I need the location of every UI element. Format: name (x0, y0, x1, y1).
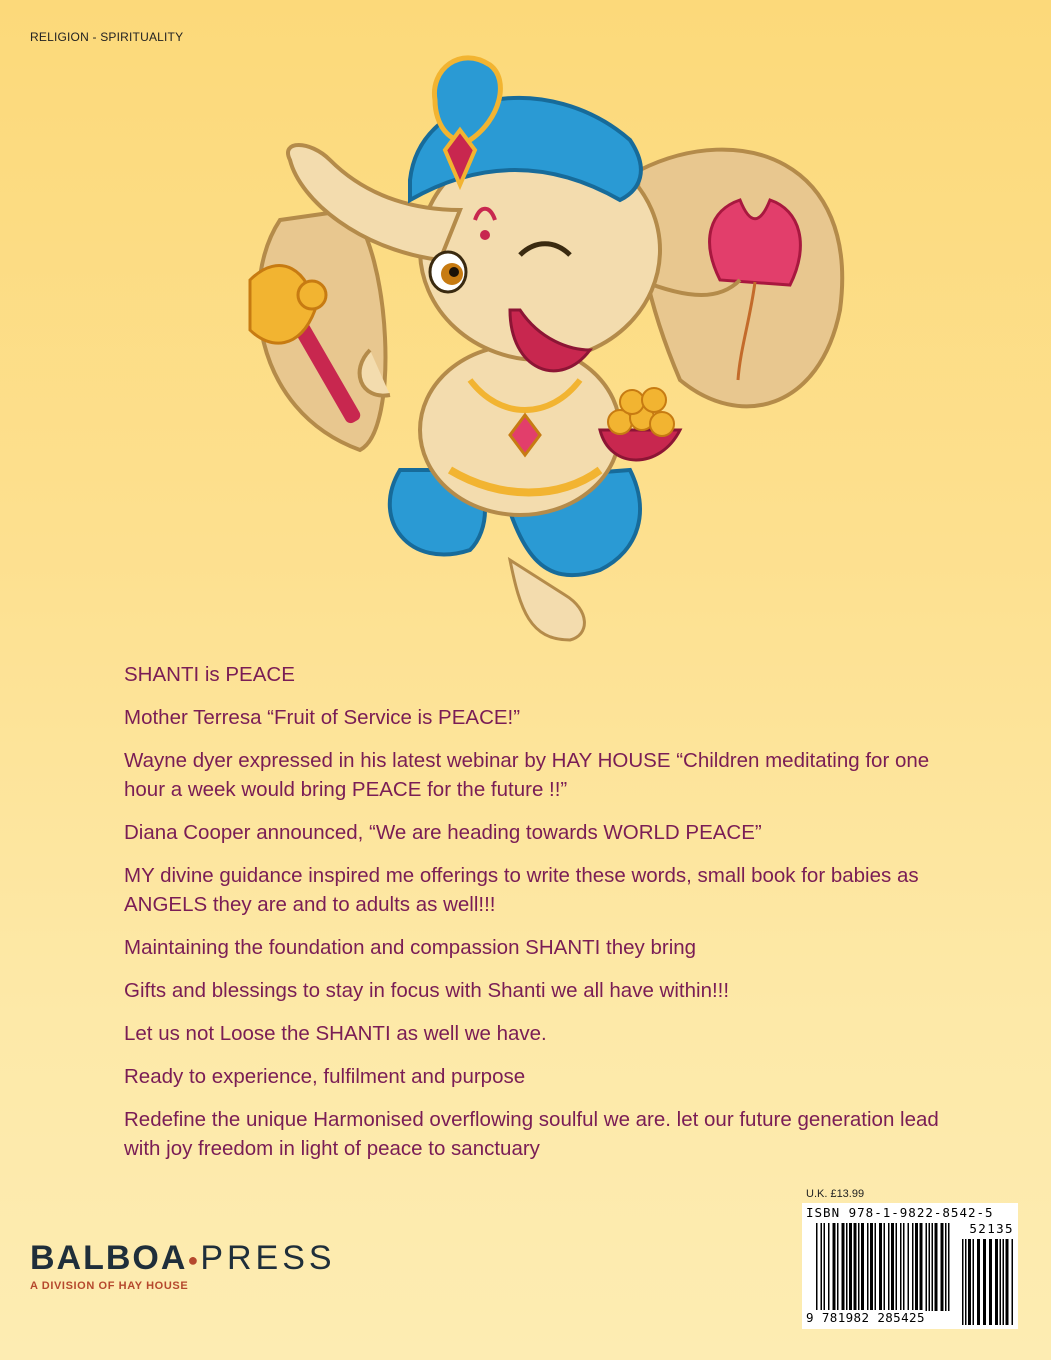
barcode-addon-bar (1012, 1239, 1014, 1325)
barcode-bar (824, 1223, 826, 1311)
barcode-bar (884, 1223, 886, 1311)
blurb-line: Wayne dyer expressed in his latest webinar by HAY HOUSE “Children meditating for one hour a week would bring PEACE for the future !!” (124, 749, 930, 801)
barcode-bar (849, 1223, 852, 1311)
back-cover-blurb (124, 660, 944, 1177)
barcode-addon-bar (1003, 1239, 1005, 1325)
ean-number: 9 781982 285425 (806, 1310, 925, 1325)
blurb-line: Ready to experience, fulfilment and purpose (124, 1065, 526, 1088)
barcode-addon-bar (968, 1239, 971, 1325)
barcode-bar (945, 1223, 947, 1311)
barcode-bar (837, 1223, 839, 1311)
barcode-bar (896, 1223, 898, 1311)
barcode-addon-bar (1000, 1239, 1002, 1325)
barcode-addon-bar (973, 1239, 975, 1325)
blurb-line: Redefine the unique Harmonised overflowing soulful we are. let our future generation lead with joy freedom in light of peace to sanctuary (124, 1108, 939, 1160)
barcode-bar (932, 1223, 934, 1311)
barcode-bar (861, 1223, 864, 1311)
barcode-bar (903, 1223, 905, 1311)
barcode-bar (929, 1223, 931, 1311)
publisher-logo (30, 1240, 336, 1292)
barcode-bar (846, 1223, 848, 1311)
barcode-bar (908, 1223, 910, 1311)
barcode-bar (920, 1223, 923, 1311)
barcode-addon-bar (965, 1239, 967, 1325)
publisher-name (30, 1240, 336, 1278)
barcode-bar (858, 1223, 860, 1311)
barcode-addon-bar (995, 1239, 998, 1325)
barcode-bar (867, 1223, 869, 1311)
barcode-addon-bar (1006, 1239, 1009, 1325)
category-label: RELIGION - SPIRITUALITY (30, 30, 184, 44)
logo-dot-icon: ● (187, 1250, 201, 1271)
barcode-addon-bar (977, 1239, 980, 1325)
blurb-line: SHANTI is PEACE (124, 663, 295, 686)
barcode-bar (816, 1223, 818, 1311)
barcode-bar (842, 1223, 845, 1311)
barcode-bar (828, 1223, 830, 1311)
barcode-addon-bar (989, 1239, 992, 1325)
barcode-bar (912, 1223, 914, 1311)
barcode-bar (879, 1223, 882, 1311)
publisher-name-light: PRESS (200, 1239, 336, 1277)
barcode-addon-number: 52135 (969, 1221, 1014, 1236)
blurb-line: Let us not Loose the SHANTI as well we have. (124, 1022, 547, 1045)
barcode-bar (821, 1223, 823, 1311)
blurb-line: MY divine guidance inspired me offerings to write these words, small book for babies as ANGELS they are and to adults as well!!! (124, 864, 919, 916)
blurb-line: Gifts and blessings to stay in focus with Shanti we all have within!!! (124, 979, 730, 1002)
barcode-addon-bar (983, 1239, 986, 1325)
blurb-line: Mother Terresa “Fruit of Service is PEACE!” (124, 706, 521, 729)
barcode-bar (870, 1223, 873, 1311)
barcode-bar (833, 1223, 836, 1311)
barcode-bar (926, 1223, 928, 1311)
barcode-bar (888, 1223, 890, 1311)
barcode-bar (875, 1223, 877, 1311)
barcode-bar (948, 1223, 950, 1311)
publisher-name-bold: BALBOA (30, 1239, 188, 1277)
blurb-line: Maintaining the foundation and compassion SHANTI they bring (124, 936, 697, 959)
isbn-number: ISBN 978-1-9822-8542-5 (806, 1205, 994, 1220)
barcode-bar (854, 1223, 857, 1311)
price-label: U.K. £13.99 (806, 1188, 865, 1200)
publisher-tagline: A DIVISION OF HAY HOUSE (30, 1280, 189, 1293)
barcode (802, 1203, 1018, 1329)
barcode-bar (891, 1223, 894, 1311)
blurb-line: Diana Cooper announced, “We are heading towards WORLD PEACE” (124, 821, 762, 844)
ganesha-illustration (220, 50, 860, 660)
barcode-bar (941, 1223, 944, 1311)
barcode-addon-bar (962, 1239, 964, 1325)
barcode-bar (900, 1223, 902, 1311)
barcode-bar (915, 1223, 918, 1311)
barcode-bar (935, 1223, 938, 1311)
